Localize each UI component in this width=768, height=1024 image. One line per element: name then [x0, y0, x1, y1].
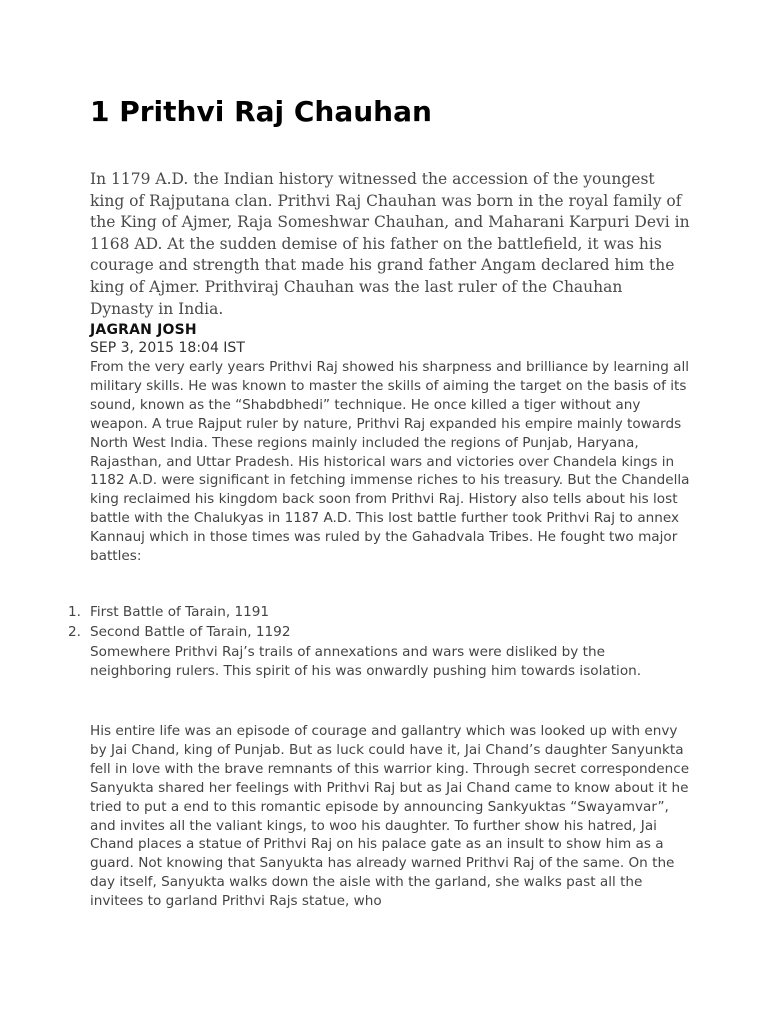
list-item-text: Second Battle of Tarain, 1192 — [90, 623, 291, 640]
publish-date: SEP 3, 2015 18:04 IST — [90, 340, 245, 356]
article-title: 1 Prithvi Raj Chauhan — [90, 95, 432, 128]
list-item-number: 2. — [68, 623, 81, 640]
source-label: JAGRAN JOSH — [90, 322, 197, 338]
body-paragraph-1: From the very early years Prithvi Raj showed his sharpness and brilliance by learning all military skills. He was known to master the skills of aiming the target on the basis of its sound, known as the “Shabdbhedi” technique. He once killed a tiger without any weapon. A true Rajput ruler by nature, Prithvi Raj expanded his empire mainly towards North West India. These regions mainly included the regions of Punjab, Haryana, Rajasthan, and Uttar Pradesh. His historical wars and victories over Chandela kings in 1182 A.D. were significant in fetching immense riches to his treasury. But the Chandella king reclaimed his kingdom back soon from Prithvi Raj. History also tells about his lost battle with the Chalukyas in 1187 A.D. This lost battle further took Prithvi Raj to annex Kannauj which in those times was ruled by the Gahadvala Tribes. He fought two major battles: — [90, 359, 690, 565]
list-item-number: 1. — [68, 604, 81, 620]
byline — [90, 321, 690, 357]
intro-paragraph: In 1179 A.D. the Indian history witnessed the accession of the youngest king of Rajputana clan. Prithvi Raj Chauhan was born in the royal family of the King of Ajmer, Raja Someshwar Chauhan, and Maharani Karpuri Devi in 1168 AD. At the sudden demise of his father on the battlefield, it was his courage and strength that made his grand father Angam declared him the king of Ajmer. Prithviraj Chauhan was the last ruler of the Chauhan Dynasty in India. — [90, 170, 690, 318]
list-item-text: First Battle of Tarain, 1191 — [90, 604, 270, 620]
body-paragraph-3: His entire life was an episode of courage and gallantry which was looked up with envy by Jai Chand, king of Punjab. But as luck could have it, Jai Chand’s daughter Sanyunkta fell in love with the brave remnants of this warrior king. Through secret correspondence Sanyukta shared her feelings with Prithvi Raj but as Jai Chand came to know about it he tried to put a end to this romantic episode by announcing Sankyuktas “Swayamvar”, and invites all the valiant kings, to woo his daughter. To further show his hatred, Jai Chand places a statue of Prithvi Raj on his palace gate as an insult to show him as a guard. Not knowing that Sanyukta has already warned Prithvi Raj of the same. On the day itself, Sanyukta walks down the aisle with the garland, she walks past all the invitees to garland Prithvi Rajs statue, who — [90, 723, 690, 910]
list-item — [68, 623, 690, 643]
body-paragraph-2: Somewhere Prithvi Raj’s trails of annexations and wars were disliked by the neighboring rulers. This spirit of his was onwardly pushing him towards isolation. — [90, 644, 642, 679]
battles-list — [68, 603, 690, 642]
list-item — [68, 603, 690, 623]
